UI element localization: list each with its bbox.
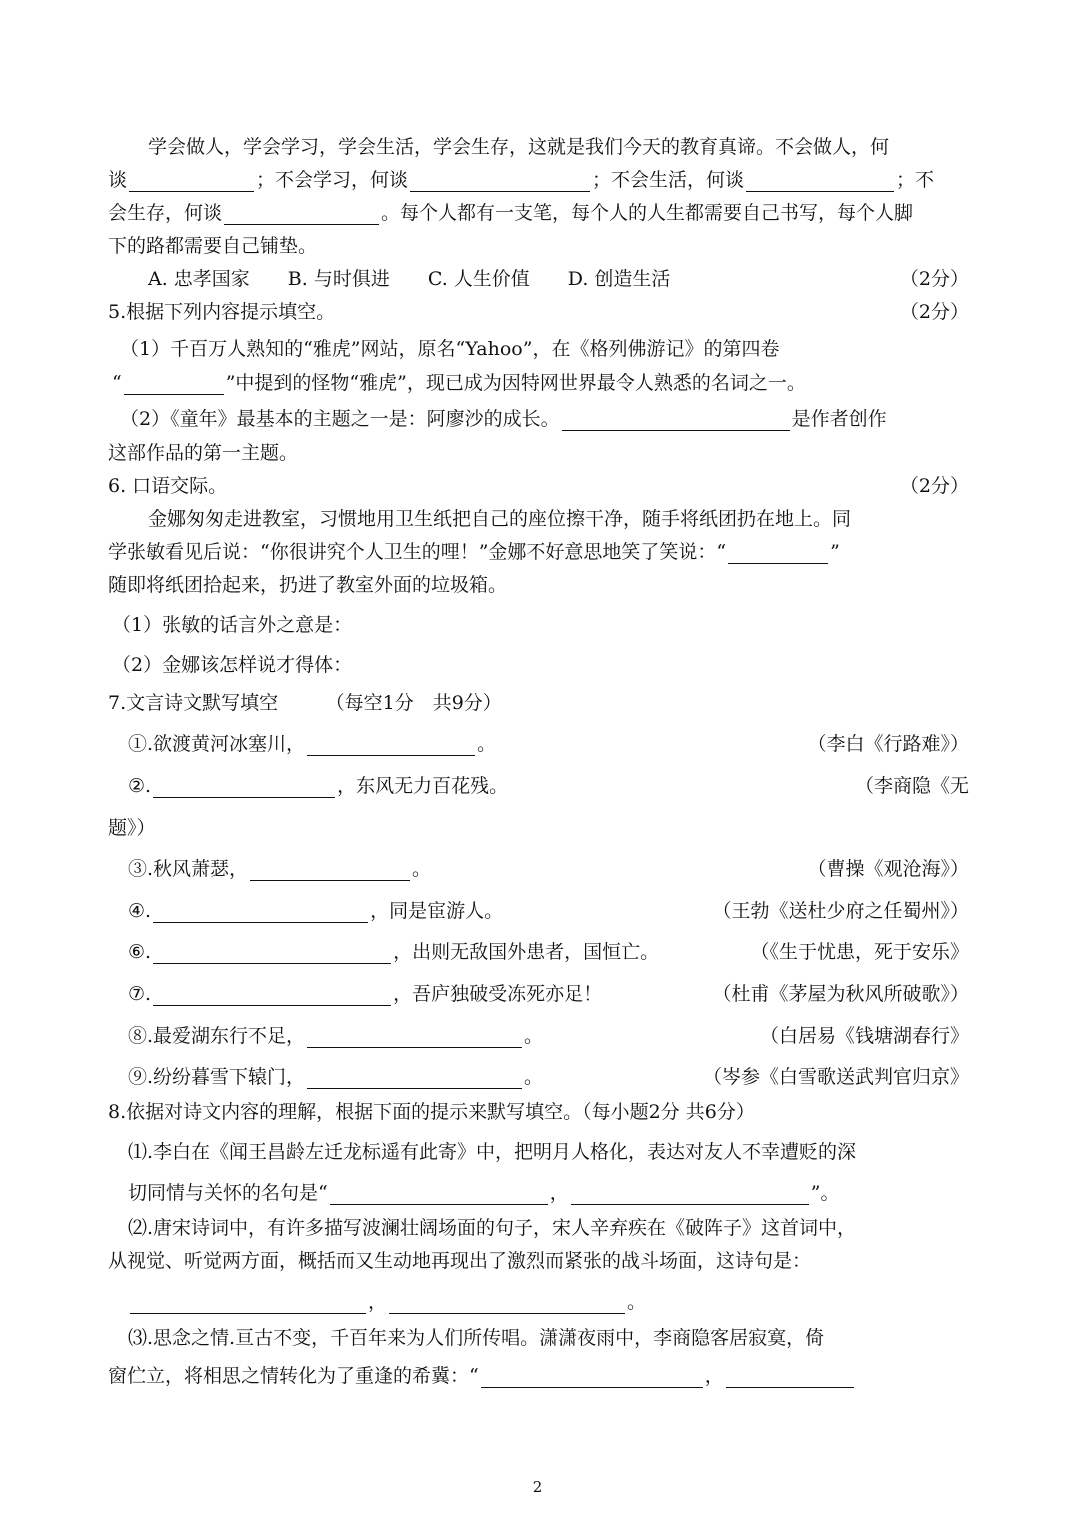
text: （2）《童年》最基本的主题之一是：阿廖沙的成长。 <box>120 408 560 430</box>
text: ⑥. <box>128 941 152 963</box>
text: 。 <box>477 733 497 755</box>
text: ⑦. <box>128 983 152 1005</box>
text: ②. <box>128 775 152 797</box>
text: ，吾庐独破受冻死亦足！ <box>393 983 603 1005</box>
para-line: 随即将纸团拾起来，扔进了教室外面的垃圾箱。 <box>108 574 508 596</box>
poem-item <box>128 732 496 756</box>
poem-item <box>128 774 508 798</box>
text: 是作者创作 <box>791 408 887 430</box>
para-line <box>128 1290 646 1314</box>
text: 。 <box>627 1291 647 1313</box>
sub-question: （2）金娜该怎样说才得体： <box>112 654 353 676</box>
text: ，东风无力百花残。 <box>337 775 509 797</box>
text: 谈 <box>108 169 128 191</box>
page-number: 2 <box>532 1478 543 1496</box>
blank[interactable] <box>562 410 790 431</box>
para-line: ⑶.思念之情.亘古不变，千百年来为人们所传唱。潇潇夜雨中，李商隐客居寂寞，倚 <box>128 1327 825 1349</box>
blank[interactable] <box>410 171 590 192</box>
text: ；不 <box>896 169 935 191</box>
score: （2分） <box>899 301 969 323</box>
question-title: 5.根据下列内容提示填空。 <box>108 301 336 323</box>
para-line: 下的路都需要自己铺垫。 <box>108 235 318 257</box>
para-line <box>112 371 806 395</box>
para-line: （1）千百万人熟知的“雅虎”网站，原名“Yahoo”，在《格列佛游记》的第四卷 <box>120 338 780 360</box>
para-line <box>108 540 840 564</box>
blank[interactable] <box>571 1184 809 1205</box>
blank[interactable] <box>153 943 391 964</box>
para-line: 这部作品的第一主题。 <box>108 442 299 464</box>
blank[interactable] <box>307 1027 522 1048</box>
para-line: ⑵.唐宋诗词中，有许多描写波澜壮阔场面的句子，宋人辛弃疾在《破阵子》这首词中， <box>128 1217 857 1239</box>
poem-item <box>128 940 659 964</box>
para-line <box>120 407 887 431</box>
blank[interactable] <box>389 1293 625 1314</box>
text: 。 <box>524 1025 544 1047</box>
blank[interactable] <box>330 1184 548 1205</box>
text: ⑧.最爱湖东行不足， <box>128 1025 306 1047</box>
blank[interactable] <box>129 171 254 192</box>
blank[interactable] <box>124 374 224 395</box>
poem-item <box>128 899 503 923</box>
question-title: 8.依据对诗文内容的理解，根据下面的提示来默写填空。（每小题2分 共6分） <box>108 1101 755 1123</box>
text: “ <box>112 372 122 394</box>
poem-item <box>128 982 602 1006</box>
para-line: 学会做人，学会学习，学会生活，学会生存，这就是我们今天的教育真谛。不会做人，何 <box>148 136 890 158</box>
text: 。 <box>412 858 432 880</box>
source: （王勃《送杜少府之任蜀州》） <box>712 900 969 922</box>
blank[interactable] <box>153 985 391 1006</box>
text: ”。 <box>810 1182 840 1204</box>
sub-question: （1）张敏的话言外之意是： <box>112 614 353 636</box>
text: ①.欲渡黄河冰塞川， <box>128 733 306 755</box>
text: ，出则无敌国外患者，国恒亡。 <box>393 941 660 963</box>
text: ， <box>549 1182 569 1204</box>
para-line: 从视觉、听觉两方面，概括而又生动地再现出了激烈而紧张的战斗场面，这诗句是： <box>108 1250 812 1272</box>
text: 窗伫立，将相思之情转化为了重逢的希冀：“ <box>108 1365 479 1387</box>
score: （2分） <box>899 475 969 497</box>
text: ；不会生活，何谈 <box>592 169 745 191</box>
text: ④. <box>128 900 152 922</box>
para-line: 金娜匆匆走进教室，习惯地用卫生纸把自己的座位擦干净，随手将纸团扔在地上。同 <box>148 508 852 530</box>
source: （曹操《观沧海》） <box>807 858 969 880</box>
text: 。 <box>524 1066 544 1088</box>
text: 会生存，何谈 <box>108 202 223 224</box>
text: ， <box>704 1365 724 1387</box>
text: ” <box>830 541 840 563</box>
blank[interactable] <box>728 543 828 564</box>
text: ， <box>368 1291 388 1313</box>
text: ③.秋风萧瑟， <box>128 858 249 880</box>
text: ”中提到的怪物“雅虎”，现已成为因特网世界最令人熟悉的名词之一。 <box>225 372 806 394</box>
blank[interactable] <box>153 777 335 798</box>
blank[interactable] <box>307 1068 522 1089</box>
poem-item <box>128 1065 543 1089</box>
text: ，同是宦游人。 <box>370 900 504 922</box>
blank[interactable] <box>224 204 379 225</box>
para-line: ⑴.李白在《闻王昌龄左迁龙标遥有此寄》中，把明月人格化，表达对友人不幸遭贬的深 <box>128 1141 857 1163</box>
source: （李白《行路难》） <box>807 733 969 755</box>
text: ⑨.纷纷暮雪下辕门， <box>128 1066 306 1088</box>
source: （《生于忧患，死于安乐》 <box>750 941 969 963</box>
text: 学张敏看见后说：“你很讲究个人卫生的哩！”金娜不好意思地笑了笑说：“ <box>108 541 727 563</box>
source: （杜甫《茅屋为秋风所破歌》） <box>712 983 969 1005</box>
question-title: 7.文言诗文默写填空 （每空1分 共9分） <box>108 692 502 714</box>
para-line <box>108 1364 856 1388</box>
blank[interactable] <box>153 902 368 923</box>
text: 切同情与关怀的名句是“ <box>128 1182 328 1204</box>
question-title: 6. 口语交际。 <box>108 475 228 497</box>
options: A. 忠孝国家 B. 与时俱进 C. 人生价值 D. 创造生活 <box>148 268 671 290</box>
source-wrap: 题》） <box>108 817 156 839</box>
source: （岑参《白雪歌送武判官归京》 <box>702 1066 969 1088</box>
poem-item <box>128 857 431 881</box>
source: （李商隐《无 <box>854 775 969 797</box>
blank[interactable] <box>726 1367 854 1388</box>
blank[interactable] <box>481 1367 703 1388</box>
blank[interactable] <box>746 171 894 192</box>
text: ；不会学习，何谈 <box>256 169 409 191</box>
para-line <box>108 201 913 225</box>
blank[interactable] <box>250 860 410 881</box>
para-line <box>128 1181 839 1205</box>
blank[interactable] <box>130 1293 366 1314</box>
para-line <box>108 168 934 192</box>
source: （白居易《钱塘湖春行》 <box>759 1025 969 1047</box>
poem-item <box>128 1024 543 1048</box>
score: （2分） <box>899 268 969 290</box>
blank[interactable] <box>307 735 475 756</box>
text: 。每个人都有一支笔，每个人的人生都需要自己书写，每个人脚 <box>381 202 914 224</box>
